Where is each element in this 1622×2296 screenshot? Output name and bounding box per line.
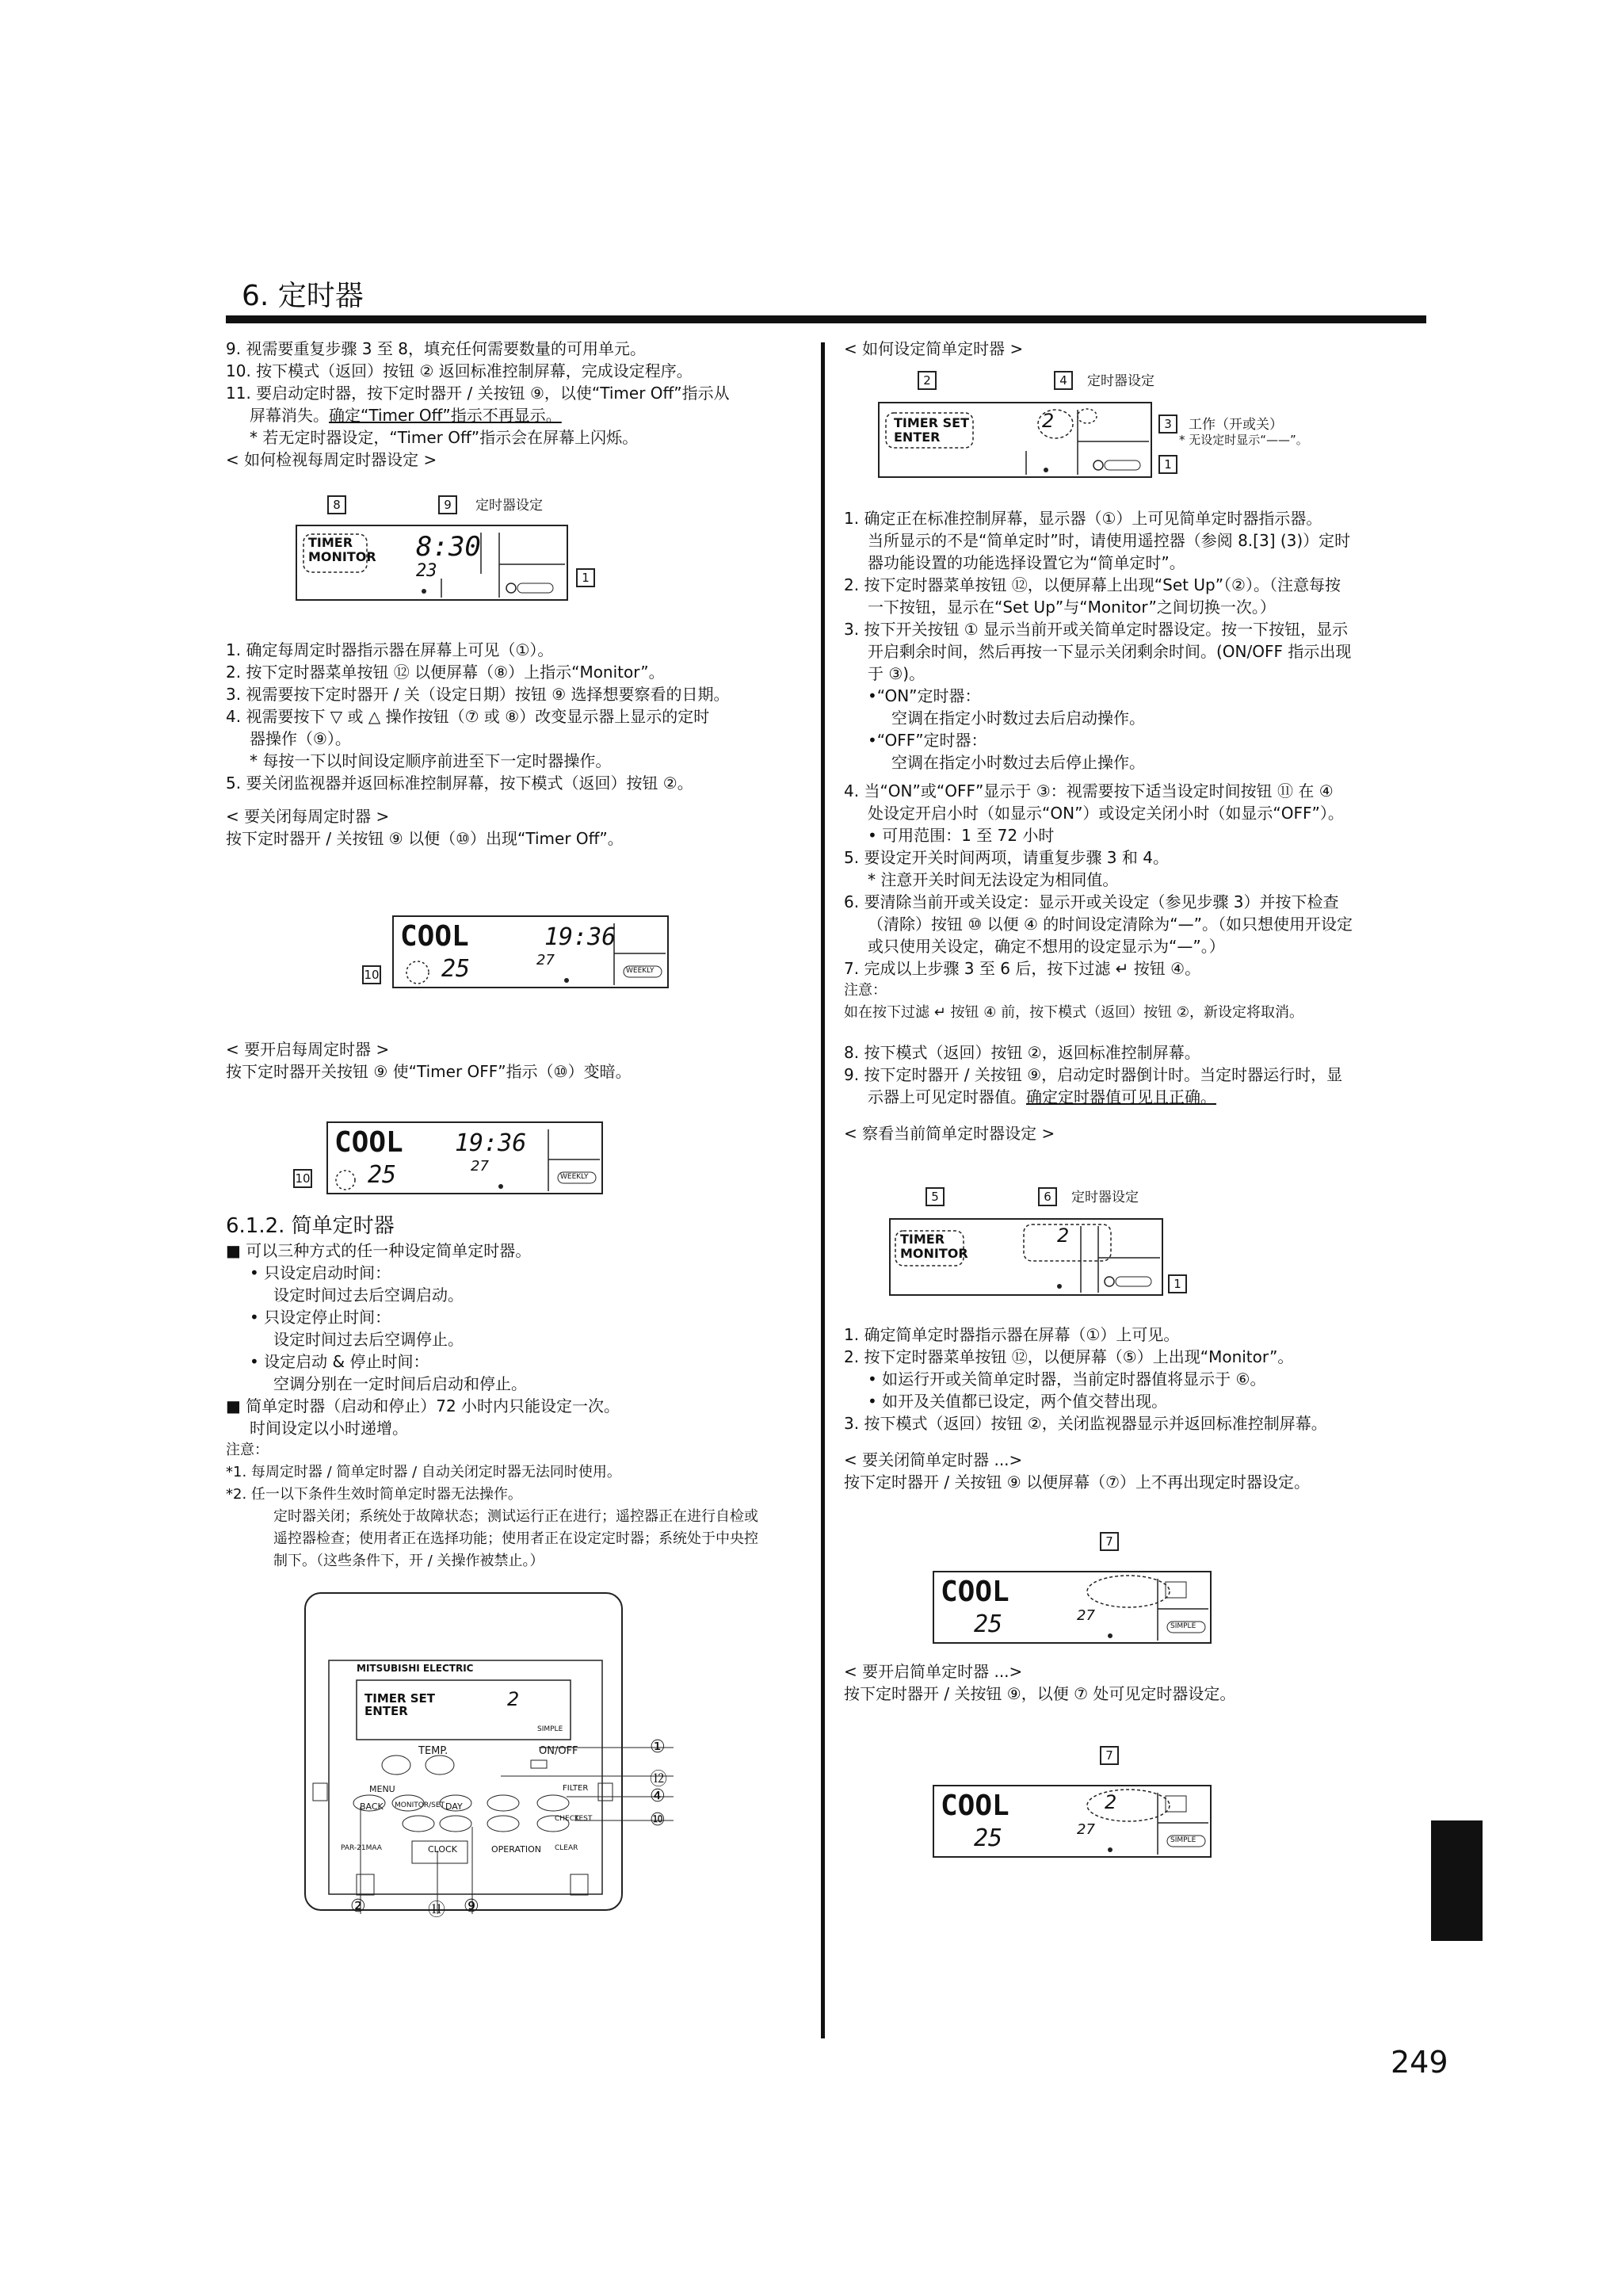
column-divider <box>821 342 825 2038</box>
callout-8: 8 <box>327 495 346 514</box>
lcd-clock: 19:36 <box>455 1129 527 1157</box>
callout-7: 7 <box>1100 1746 1119 1765</box>
section-title: 6. 定时器 <box>242 280 364 312</box>
lcd-timer-label: TIMER <box>308 535 353 550</box>
lcd-time: 8:30 <box>416 531 481 563</box>
text-line: 确定“Timer Off”指示不再显示。 <box>329 406 562 425</box>
text-line: 2. 按下定时器菜单按钮 ⑫，以便屏幕（⑤）上出现“Monitor”。 <box>844 1347 1294 1366</box>
lcd-hours: 2 <box>1057 1224 1070 1247</box>
text-line: 空调分别在一定时间后启动和停止。 <box>273 1374 527 1393</box>
right-text-steps <box>844 507 1430 1144</box>
text-line: 5. 要设定开关时间两项，请重复步骤 3 和 4。 <box>844 848 1169 867</box>
text-line: 5. 要关闭监视器并返回标准控制屏幕，按下模式（返回）按钮 ②。 <box>226 774 693 793</box>
text-line: 1. 确定正在标准控制屏幕，显示器（①）上可见简单定时器指示器。 <box>844 509 1322 528</box>
lcd-cool-simple-on <box>933 1785 1212 1858</box>
lcd-mode: COOL <box>400 920 469 953</box>
callout-9: ⑨ <box>464 1897 479 1916</box>
text-line: • 如开及关值都已设定，两个值交替出现。 <box>868 1392 1168 1411</box>
text-line: 处设定开启小时（如显示“ON”）或设定关闭小时（如显示“OFF”）。 <box>868 804 1344 823</box>
subheading: < 要关闭每周定时器 > <box>226 807 390 826</box>
text-line: 空调在指定小时数过去后启动操作。 <box>891 709 1145 728</box>
callout-3: 3 <box>1158 415 1177 434</box>
lcd-mode: COOL <box>334 1126 403 1159</box>
callout-7: 7 <box>1100 1532 1119 1551</box>
note-label: 注意： <box>226 1442 269 1458</box>
figure-note: * 无设定时显示“——”。 <box>1179 433 1308 447</box>
text-line: 11. 要启动定时器，按下定时器开 / 关按钮 ⑨，以使“Timer Off”指示从 <box>226 384 730 403</box>
lcd-cool-simple-off <box>933 1571 1212 1644</box>
text-line: 确定定时器值可见且正确。 <box>1026 1087 1216 1106</box>
text-line: 开启剩余时间，然后再按一下显示关闭剩余时间。(ON/OFF 指示出现 <box>868 642 1352 661</box>
lcd-simple-label: SIMPLE <box>1170 1836 1196 1844</box>
lcd-hours: 2 <box>1105 1791 1117 1813</box>
lcd-mode: COOL <box>941 1576 1009 1608</box>
callout-1: 1 <box>1158 455 1177 474</box>
lcd-weekly-label: WEEKLY <box>626 967 655 975</box>
menu-button[interactable]: MENU <box>369 1784 395 1794</box>
subheading: < 要开启每周定时器 > <box>226 1040 390 1059</box>
lcd-cool-weekly <box>392 915 669 988</box>
chapter-tab <box>1431 1820 1483 1941</box>
remote-lcd-timerset: TIMER SET <box>364 1691 436 1706</box>
text-line: • 只设定启动时间： <box>250 1263 391 1282</box>
note-label: 注意： <box>844 982 887 999</box>
text-line: 7. 完成以上步骤 3 至 6 后，按下过滤 ↵ 按钮 ④。 <box>844 959 1201 978</box>
text-line: 4. 视需要按下 ▽ 或 △ 操作按钮（⑦ 或 ⑧）改变显示器上显示的定时 <box>226 707 710 726</box>
text-line: 按下定时器开关按钮 ⑨ 使“Timer OFF”指示（⑩）变暗。 <box>226 1062 632 1081</box>
text-line: 于 ③)。 <box>868 664 925 683</box>
figure-note: 工作（开或关） <box>1189 417 1283 433</box>
figure-caption: 定时器设定 <box>1071 1190 1139 1205</box>
remote-controller <box>301 1589 677 1918</box>
callout-1: 1 <box>576 568 595 587</box>
lcd-room-temp: 27 <box>1077 1821 1095 1838</box>
lcd-cool-weekly-on <box>326 1121 603 1194</box>
text-line: 9. 视需要重复步骤 3 至 8，填充任何需要数量的可用单元。 <box>226 339 646 358</box>
check-button[interactable]: CHECK <box>555 1815 579 1823</box>
right-monitor-steps <box>844 1324 1430 1493</box>
text-line: * 若无定时器设定，“Timer Off”指示会在屏幕上闪烁。 <box>250 428 639 447</box>
text-line: 示器上可见定时器值。 <box>868 1087 1026 1106</box>
monitor-set-button[interactable]: MONITOR/SET <box>395 1801 445 1809</box>
lcd-monitor-label: MONITOR <box>900 1246 968 1261</box>
callout-4: ④ <box>650 1786 666 1806</box>
left-text-top <box>226 338 812 471</box>
lcd-set-temp: 25 <box>974 1824 1003 1852</box>
test-button[interactable]: TEST <box>574 1815 593 1823</box>
text-line: 按下定时器开 / 关按钮 ⑨ 以便（⑩）出现“Timer Off”。 <box>226 829 624 848</box>
page-number: 249 <box>1391 2045 1448 2080</box>
text-line: 1. 确定每周定时器指示器在屏幕上可见（①）。 <box>226 640 554 659</box>
subheading: < 要关闭简单定时器 ...> <box>844 1450 1023 1469</box>
text-line: • 如运行开或关简单定时器，当前定时器值将显示于 ⑥。 <box>868 1370 1266 1389</box>
note-line: 定时器关闭；系统处于故障状态；测试运行正在进行；遥控器正在进行自检或 <box>273 1508 758 1525</box>
text-line: 当所显示的不是“简单定时”时，请使用遥控器（参阅 8.[3] (3)）定时 <box>868 531 1351 550</box>
left-simple-timer <box>226 1213 812 1572</box>
text-line: 10. 按下模式（返回）按钮 ② 返回标准控制屏幕，完成设定程序。 <box>226 361 693 380</box>
lcd-timer-monitor <box>889 1218 1163 1296</box>
text-line: ■ 可以三种方式的任一种设定简单定时器。 <box>226 1241 532 1260</box>
subheading: < 要开启简单定时器 ...> <box>844 1662 1023 1681</box>
text-line: ■ 简单定时器（启动和停止）72 小时内只能设定一次。 <box>226 1396 620 1415</box>
lcd-mode: COOL <box>941 1790 1009 1822</box>
lcd-set-temp: 25 <box>441 955 471 983</box>
text-line: 器操作（⑨）。 <box>250 729 351 748</box>
text-line: 3. 按下模式（返回）按钮 ②，关闭监视器显示并返回标准控制屏幕。 <box>844 1414 1327 1433</box>
clear-button[interactable]: CLEAR <box>555 1844 578 1852</box>
text-line: 设定时间过去后空调停止。 <box>273 1330 464 1349</box>
callout-12: ⑫ <box>650 1770 668 1790</box>
lcd-simple-label: SIMPLE <box>1170 1622 1196 1630</box>
text-line: 1. 确定简单定时器指示器在屏幕（①）上可见。 <box>844 1325 1180 1344</box>
lcd-room-temp: 27 <box>471 1158 489 1175</box>
remote-lcd-hours: 2 <box>507 1688 520 1710</box>
callout-2: 2 <box>918 371 937 390</box>
lcd-enter-label: ENTER <box>894 430 941 445</box>
left-text-steps <box>226 639 812 850</box>
text-line: 一下按钮，显示在“Set Up”与“Monitor”之间切换一次。） <box>868 598 1276 617</box>
note-line: *1. 每周定时器 / 简单定时器 / 自动关闭定时器无法同时使用。 <box>226 1464 621 1480</box>
clock-button[interactable]: CLOCK <box>428 1844 457 1855</box>
callout-10: 10 <box>362 965 381 984</box>
filter-button[interactable]: FILTER <box>563 1784 589 1793</box>
text-line: 按下定时器开 / 关按钮 ⑨，以便 ⑦ 处可见定时器设定。 <box>844 1684 1236 1703</box>
right-heading-1 <box>844 338 1430 360</box>
remote-lcd-enter: ENTER <box>364 1704 408 1718</box>
temp-label: TEMP. <box>418 1745 448 1757</box>
lcd-set-temp: 25 <box>368 1161 397 1189</box>
callout-10: 10 <box>293 1169 312 1188</box>
header-rule <box>226 315 1426 323</box>
onoff-button[interactable]: ON/OFF <box>539 1745 578 1757</box>
text-line: • 只设定停止时间： <box>250 1308 391 1327</box>
text-line: 空调在指定小时数过去后停止操作。 <box>891 753 1145 772</box>
lcd-hours: 2 <box>1042 410 1055 432</box>
callout-11: ⑪ <box>428 1901 446 1920</box>
text-line: 按下定时器开 / 关按钮 ⑨ 以便屏幕（⑦）上不再出现定时器设定。 <box>844 1473 1311 1492</box>
lcd-temp: 23 <box>416 561 437 581</box>
section-heading: 6.1.2. 简单定时器 <box>226 1214 395 1238</box>
lcd-room-temp: 27 <box>536 952 555 968</box>
text-line: （清除）按钮 ⑩ 以便 ④ 的时间设定清除为“—”。（如只想使用开设定 <box>868 915 1353 934</box>
lcd-timerset-label: TIMER SET <box>894 415 969 430</box>
callout-2: ② <box>350 1897 366 1916</box>
lcd-weekly-monitor <box>296 525 568 601</box>
note-line: 制下。（这些条件下，开 / 关操作被禁止。） <box>273 1553 544 1569</box>
figure-caption: 定时器设定 <box>475 498 543 514</box>
callout-9: 9 <box>438 495 457 514</box>
model-label: PAR-21MAA <box>341 1844 382 1852</box>
callout-5: 5 <box>925 1187 945 1206</box>
callout-4: 4 <box>1054 371 1073 390</box>
text-line: 4. 当“ON”或“OFF”显示于 ③：视需要按下适当设定时间按钮 ⑪ 在 ④ <box>844 781 1334 800</box>
subheading: < 如何检视每周定时器设定 > <box>226 450 437 469</box>
text-line: 6. 要清除当前开或关设定：显示开或关设定（参见步骤 3）并按下检查 <box>844 892 1339 911</box>
text-line: • 可用范围：1 至 72 小时 <box>868 826 1055 845</box>
text-line: 3. 视需要按下定时器开 / 关（设定日期）按钮 ⑨ 选择想要察看的日期。 <box>226 685 730 704</box>
subheading: < 察看当前简单定时器设定 > <box>844 1124 1055 1143</box>
remote-brand: MITSUBISHI ELECTRIC <box>357 1663 474 1674</box>
operation-button[interactable]: OPERATION <box>491 1844 541 1855</box>
text-line: •“OFF”定时器： <box>868 731 987 750</box>
text-line: 设定时间过去后空调启动。 <box>273 1286 464 1305</box>
callout-6: 6 <box>1038 1187 1057 1206</box>
note-line: 如在按下过滤 ↵ 按钮 ④ 前，按下模式（返回）按钮 ②，新设定将取消。 <box>844 1004 1303 1021</box>
text-line: 屏幕消失。 <box>250 406 329 425</box>
callout-1: 1 <box>1168 1274 1187 1293</box>
text-line: 8. 按下模式（返回）按钮 ②，返回标准控制屏幕。 <box>844 1043 1200 1062</box>
subheading: < 如何设定简单定时器 > <box>844 339 1024 358</box>
text-line: 器功能设置的功能选择设置它为“简单定时”。 <box>868 553 1185 572</box>
lcd-clock: 19:36 <box>544 923 616 951</box>
text-line: * 每按一下以时间设定顺序前进至下一定时器操作。 <box>250 751 612 770</box>
text-line: 9. 按下定时器开 / 关按钮 ⑨，启动定时器倒计时。当定时器运行时，显 <box>844 1065 1343 1084</box>
lcd-weekly-label: WEEKLY <box>560 1173 589 1181</box>
callout-10: ⑩ <box>650 1810 666 1830</box>
lcd-monitor-label: MONITOR <box>308 549 376 564</box>
figure-caption: 定时器设定 <box>1087 373 1154 389</box>
text-line: 2. 按下定时器菜单按钮 ⑫，以便屏幕上出现“Set Up”（②）。（注意每按 <box>844 575 1341 594</box>
callout-1: ① <box>650 1737 666 1757</box>
back-button[interactable]: BACK <box>360 1801 384 1812</box>
remote-simple: SIMPLE <box>537 1725 563 1733</box>
text-line: • 设定启动 & 停止时间： <box>250 1352 429 1371</box>
lcd-timer-set <box>878 402 1152 478</box>
text-line: 时间设定以小时递增。 <box>250 1419 408 1438</box>
lcd-room-temp: 27 <box>1077 1607 1095 1624</box>
note-line: 遥控器检查；使用者正在选择功能；使用者正在设定定时器；系统处于中央控 <box>273 1530 758 1547</box>
remote-drawing <box>301 1589 677 1918</box>
left-text-weekly-on <box>226 1038 812 1083</box>
text-line: * 注意开关时间无法设定为相同值。 <box>868 870 1119 889</box>
text-line: 2. 按下定时器菜单按钮 ⑫ 以便屏幕（⑧）上指示“Monitor”。 <box>226 663 665 682</box>
note-line: *2. 任一以下条件生效时简单定时器无法操作。 <box>226 1486 522 1503</box>
lcd-set-temp: 25 <box>974 1610 1003 1638</box>
right-simple-on <box>844 1660 1430 1705</box>
text-line: •“ON”定时器： <box>868 686 981 705</box>
text-line: 3. 按下开关按钮 ① 显示当前开或关简单定时器设定。按一下按钮，显示 <box>844 620 1349 639</box>
day-button[interactable]: DAY <box>445 1801 463 1812</box>
text-line: 或只使用关设定，确定不想用的设定显示为“—”。） <box>868 937 1225 956</box>
lcd-timer-label: TIMER <box>900 1232 945 1247</box>
